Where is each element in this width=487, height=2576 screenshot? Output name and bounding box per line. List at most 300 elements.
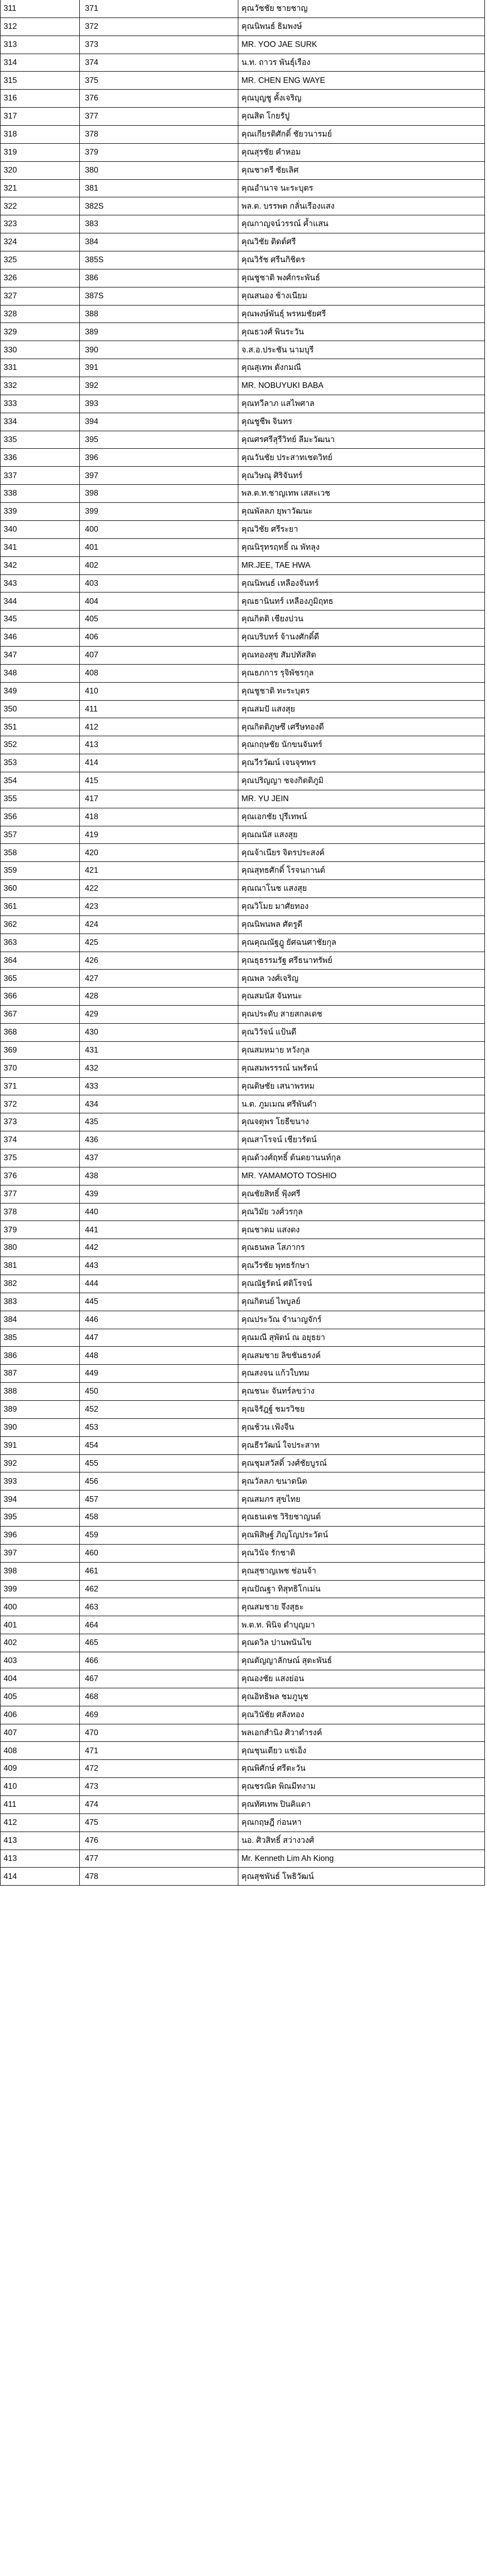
member-name-cell: คุณกฤษชัย นักขนจันทร์ (238, 736, 485, 754)
member-name-cell: คุณกาญจน์วรรณ์ ค้ำแสน (238, 215, 485, 233)
table-row (1, 1149, 485, 1167)
table-row (1, 1221, 485, 1239)
member-name-cell: คุณวิมัย วงศ์วรกุล (238, 1203, 485, 1221)
table-row (1, 179, 485, 197)
table-row (1, 1742, 485, 1760)
member-name-cell: คุณชุมสวัสดิ์ วงศ์ชัยบูรณ์ (238, 1454, 485, 1472)
row-number-cell: 320 (1, 161, 80, 179)
member-name-cell: คุณสมนัส จันทนะ (238, 988, 485, 1006)
row-number-cell: 345 (1, 611, 80, 629)
member-code-cell: 399 (80, 503, 238, 521)
member-code-cell: 407 (80, 646, 238, 664)
row-number-cell: 321 (1, 179, 80, 197)
member-name-cell: คุณวินัชัย ศลังทอง (238, 1706, 485, 1724)
row-number-cell: 382 (1, 1275, 80, 1293)
row-number-cell: 410 (1, 1778, 80, 1796)
member-name-cell: คุณปัณฐา ทิสุทธิโกเม่น (238, 1580, 485, 1598)
member-code-cell: 382S (80, 197, 238, 215)
member-name-cell: MR. YOO JAE SURK (238, 36, 485, 54)
row-number-cell: 396 (1, 1527, 80, 1545)
row-number-cell: 315 (1, 72, 80, 90)
table-row (1, 538, 485, 556)
member-code-cell: 427 (80, 970, 238, 988)
table-row (1, 826, 485, 844)
member-name-cell: คุณสมพรรรณ์ นพรัตน์ (238, 1059, 485, 1077)
table-row (1, 197, 485, 215)
table-row (1, 1527, 485, 1545)
member-name-cell: คุณชุนเตียว แช่เอ็ง (238, 1742, 485, 1760)
member-code-cell: 372 (80, 18, 238, 36)
member-code-cell: 449 (80, 1365, 238, 1383)
member-code-cell: 383 (80, 215, 238, 233)
table-row (1, 1454, 485, 1472)
member-code-cell: 373 (80, 36, 238, 54)
row-number-cell: 351 (1, 718, 80, 736)
member-name-cell: คุณชูชาติ ทะระบุตร (238, 682, 485, 700)
table-row (1, 1167, 485, 1185)
table-row (1, 682, 485, 700)
member-name-cell: คุณกิตติ เชียงปวน (238, 611, 485, 629)
member-code-cell: 460 (80, 1544, 238, 1562)
member-code-cell: 404 (80, 592, 238, 611)
member-name-cell: คุณชูชีพ จินทร (238, 413, 485, 431)
member-name-cell: คุณวัชชัย ชายชาญ (238, 0, 485, 18)
row-number-cell: 332 (1, 377, 80, 395)
member-name-cell: คุณเกียรติศักดิ์ ชัยวนารมย์ (238, 126, 485, 144)
member-name-cell: พ.ต.ท. พินิจ ดำบุญมา (238, 1616, 485, 1634)
row-number-cell: 375 (1, 1149, 80, 1167)
row-number-cell: 381 (1, 1257, 80, 1275)
member-name-cell: คุณชนะ จันทร์ลขว่าง (238, 1383, 485, 1401)
member-code-cell: 437 (80, 1149, 238, 1167)
member-name-cell: คุณจิรัฎฐ์ ชมรวิชย (238, 1401, 485, 1419)
row-number-cell: 340 (1, 520, 80, 538)
member-code-cell: 470 (80, 1724, 238, 1742)
row-number-cell: 314 (1, 54, 80, 72)
row-number-cell: 393 (1, 1472, 80, 1490)
row-number-cell: 328 (1, 305, 80, 323)
row-number-cell: 330 (1, 341, 80, 359)
row-number-cell: 341 (1, 538, 80, 556)
member-code-cell: 376 (80, 90, 238, 108)
member-code-cell: 411 (80, 700, 238, 718)
member-code-cell: 474 (80, 1795, 238, 1814)
member-code-cell: 403 (80, 574, 238, 592)
table-row (1, 1509, 485, 1527)
member-code-cell: 445 (80, 1293, 238, 1311)
member-code-cell: 389 (80, 323, 238, 341)
member-code-cell: 414 (80, 754, 238, 772)
table-row (1, 1059, 485, 1077)
table-row (1, 772, 485, 790)
row-number-cell: 354 (1, 772, 80, 790)
table-row (1, 646, 485, 664)
member-name-cell: คุณธภการ รุจิพัชรกุล (238, 664, 485, 682)
row-number-cell: 369 (1, 1041, 80, 1059)
member-name-cell: คุณสิต โกยรัปู (238, 108, 485, 126)
row-number-cell: 363 (1, 934, 80, 952)
member-name-cell: คุณสุเทพ ตังกมณี (238, 359, 485, 377)
member-code-cell: 405 (80, 611, 238, 629)
row-number-cell: 414 (1, 1868, 80, 1886)
member-name-cell: น.ท. ถาวร พันธุ์เรือง (238, 54, 485, 72)
row-number-cell: 355 (1, 790, 80, 808)
table-row (1, 1814, 485, 1832)
table-row (1, 952, 485, 970)
member-name-cell: MR. YAMAMOTO TOSHIO (238, 1167, 485, 1185)
table-row (1, 1795, 485, 1814)
row-number-cell: 352 (1, 736, 80, 754)
table-row (1, 1850, 485, 1868)
row-number-cell: 392 (1, 1454, 80, 1472)
row-number-cell: 403 (1, 1652, 80, 1670)
row-number-cell: 397 (1, 1544, 80, 1562)
member-code-cell: 387S (80, 287, 238, 305)
row-number-cell: 346 (1, 629, 80, 647)
member-code-cell: 454 (80, 1436, 238, 1454)
row-number-cell: 401 (1, 1616, 80, 1634)
table-row (1, 359, 485, 377)
member-name-cell: คุณพิศักษ์ ศรีตะวัน (238, 1760, 485, 1778)
row-number-cell: 404 (1, 1670, 80, 1688)
member-name-cell: คุณธุธรรมรัฐ ศรีธนาทรัพย์ (238, 952, 485, 970)
member-name-cell: คุณณัฐรัตน์ ศติโรจน์ (238, 1275, 485, 1293)
row-number-cell: 348 (1, 664, 80, 682)
table-row (1, 1095, 485, 1113)
table-row (1, 790, 485, 808)
row-number-cell: 360 (1, 880, 80, 898)
member-name-cell: คุณพงษ์พันธุ์ พรหมชัยศรี (238, 305, 485, 323)
table-row (1, 897, 485, 916)
row-number-cell: 313 (1, 36, 80, 54)
member-code-cell: 423 (80, 897, 238, 916)
table-row (1, 1760, 485, 1778)
member-code-cell: 441 (80, 1221, 238, 1239)
table-row (1, 1293, 485, 1311)
row-number-cell: 390 (1, 1418, 80, 1436)
member-code-cell: 472 (80, 1760, 238, 1778)
table-row (1, 1023, 485, 1041)
row-number-cell: 356 (1, 808, 80, 826)
member-name-cell: คุณตัญญาลักษณ์ สุตะพันธ์ (238, 1652, 485, 1670)
member-name-cell: คุณบุญชู คั้งเจริญ (238, 90, 485, 108)
table-row (1, 1652, 485, 1670)
member-name-cell: คุณทวีลาภ แสไพศาล (238, 395, 485, 413)
member-name-cell: คุณชาตรี ชัยเลิศ (238, 161, 485, 179)
member-name-cell: พล.ต. บรรพต กลั่นเรืองแสง (238, 197, 485, 215)
row-number-cell: 373 (1, 1113, 80, 1131)
table-row (1, 287, 485, 305)
table-row (1, 1418, 485, 1436)
table-row (1, 844, 485, 862)
table-row (1, 1077, 485, 1095)
member-name-cell: คุณดิษชัย เสนาพรหม (238, 1077, 485, 1095)
member-name-cell: คุณสมภร สุขไทย (238, 1490, 485, 1509)
row-number-cell: 331 (1, 359, 80, 377)
member-name-cell: คุณนิพนพล ศัตรูดี (238, 916, 485, 934)
row-number-cell: 383 (1, 1293, 80, 1311)
member-code-cell: 371 (80, 0, 238, 18)
member-code-cell: 388 (80, 305, 238, 323)
row-number-cell: 359 (1, 862, 80, 880)
member-name-cell: คุณวิวัจน์ แป้นดี (238, 1023, 485, 1041)
member-code-cell: 448 (80, 1347, 238, 1365)
table-row (1, 449, 485, 467)
row-number-cell: 342 (1, 556, 80, 574)
table-row (1, 36, 485, 54)
table-row (1, 90, 485, 108)
row-number-cell: 395 (1, 1509, 80, 1527)
member-code-cell: 456 (80, 1472, 238, 1490)
table-row (1, 1706, 485, 1724)
member-code-cell: 380 (80, 161, 238, 179)
member-name-cell: คุณจ้าเนียร จิตรประสงค์ (238, 844, 485, 862)
member-name-cell: คุณชาดม แสงดง (238, 1221, 485, 1239)
member-code-cell: 415 (80, 772, 238, 790)
member-code-cell: 402 (80, 556, 238, 574)
table-row (1, 700, 485, 718)
table-row (1, 1257, 485, 1275)
member-name-cell: คุณสุชพันธ์ โพธิวัฒน์ (238, 1868, 485, 1886)
row-number-cell: 398 (1, 1562, 80, 1580)
member-code-cell: 375 (80, 72, 238, 90)
member-name-cell: คุณอำนาจ นะระบุตร (238, 179, 485, 197)
row-number-cell: 370 (1, 1059, 80, 1077)
member-code-cell: 455 (80, 1454, 238, 1472)
member-name-cell: คุณธนเดช วิริยชาญนต์ (238, 1509, 485, 1527)
row-number-cell: 411 (1, 1795, 80, 1814)
table-row (1, 880, 485, 898)
row-number-cell: 391 (1, 1436, 80, 1454)
row-number-cell: 311 (1, 0, 80, 18)
table-row (1, 413, 485, 431)
member-code-cell: 465 (80, 1634, 238, 1652)
row-number-cell: 317 (1, 108, 80, 126)
row-number-cell: 399 (1, 1580, 80, 1598)
table-row (1, 1006, 485, 1024)
member-code-cell: 453 (80, 1418, 238, 1436)
member-name-cell: คุณวีรชัย พุทธรักษา (238, 1257, 485, 1275)
row-number-cell: 327 (1, 287, 80, 305)
member-code-cell: 390 (80, 341, 238, 359)
member-code-cell: 478 (80, 1868, 238, 1886)
member-code-cell: 458 (80, 1509, 238, 1527)
member-code-cell: 378 (80, 126, 238, 144)
member-name-cell: คุณพิสิษฐ์ ภิญโญประวัตน์ (238, 1527, 485, 1545)
table-row (1, 126, 485, 144)
member-code-cell: 431 (80, 1041, 238, 1059)
member-name-cell: คุณเอกชัย ปุรีเทพน์ (238, 808, 485, 826)
member-name-cell: คุณวีรวัฒน์ เจนจุฑพร (238, 754, 485, 772)
table-row (1, 72, 485, 90)
table-row (1, 1401, 485, 1419)
member-name-cell: คุณจตุพร โยธีขนาง (238, 1113, 485, 1131)
row-number-cell: 323 (1, 215, 80, 233)
member-code-cell: 417 (80, 790, 238, 808)
member-code-cell: 434 (80, 1095, 238, 1113)
row-number-cell: 350 (1, 700, 80, 718)
member-code-cell: 432 (80, 1059, 238, 1077)
row-number-cell: 358 (1, 844, 80, 862)
member-name-cell: คุณด้วงศ์ฤทธิ์ ต้นดยานนท์กุล (238, 1149, 485, 1167)
row-number-cell: 378 (1, 1203, 80, 1221)
member-name-cell: คุณวิชัย ศรีระยา (238, 520, 485, 538)
member-code-cell: 430 (80, 1023, 238, 1041)
table-row (1, 1688, 485, 1706)
table-row (1, 754, 485, 772)
table-row (1, 736, 485, 754)
table-row (1, 108, 485, 126)
member-code-cell: 442 (80, 1239, 238, 1257)
member-name-cell: คุณอิทธิพล ชมภูนุช (238, 1688, 485, 1706)
row-number-cell: 319 (1, 143, 80, 161)
member-code-cell: 396 (80, 449, 238, 467)
member-code-cell: 412 (80, 718, 238, 736)
member-name-cell: คุณวิรัช ศรีนกิชิตร (238, 251, 485, 269)
member-code-cell: 422 (80, 880, 238, 898)
member-name-cell: คุณสมชาย จึงสุธะ (238, 1598, 485, 1616)
member-code-cell: 384 (80, 233, 238, 251)
row-number-cell: 339 (1, 503, 80, 521)
member-name-cell: คุณสุทธศักดิ์ โรจนกานต์ (238, 862, 485, 880)
table-row (1, 1383, 485, 1401)
member-name-cell: คุณธีรวัฒน์ ใจประสาท (238, 1436, 485, 1454)
table-row (1, 1580, 485, 1598)
member-code-cell: 477 (80, 1850, 238, 1868)
table-row (1, 467, 485, 485)
row-number-cell: 335 (1, 431, 80, 449)
member-name-cell: คุณปริญญา ชจงกิตติภูมิ (238, 772, 485, 790)
member-name-cell: คุณทัศเทพ ปินคิแดา (238, 1795, 485, 1814)
member-name-cell: คุณทองสุข สัมปทัสสิต (238, 646, 485, 664)
member-name-cell: คุณวิโมย มาศัยทอง (238, 897, 485, 916)
table-row (1, 1329, 485, 1347)
row-number-cell: 385 (1, 1329, 80, 1347)
member-code-cell: 433 (80, 1077, 238, 1095)
table-row (1, 323, 485, 341)
row-number-cell: 316 (1, 90, 80, 108)
member-name-cell: คุณธวงศ์ พินระวัน (238, 323, 485, 341)
member-name-cell: คุณมณี สุพัตน์ ณ อยุธยา (238, 1329, 485, 1347)
member-code-cell: 435 (80, 1113, 238, 1131)
table-row (1, 215, 485, 233)
row-number-cell: 406 (1, 1706, 80, 1724)
table-row (1, 1616, 485, 1634)
member-code-cell: 473 (80, 1778, 238, 1796)
member-name-cell: จ.ส.อ.ประชัน นามบุรี (238, 341, 485, 359)
member-code-cell: 395 (80, 431, 238, 449)
row-number-cell: 389 (1, 1401, 80, 1419)
row-number-cell: 376 (1, 1167, 80, 1185)
row-number-cell: 413 (1, 1832, 80, 1850)
table-row (1, 664, 485, 682)
row-number-cell: 368 (1, 1023, 80, 1041)
member-code-cell: 475 (80, 1814, 238, 1832)
member-name-cell: คุณธนพล โสภากร (238, 1239, 485, 1257)
member-code-cell: 410 (80, 682, 238, 700)
table-row (1, 556, 485, 574)
member-code-cell: 457 (80, 1490, 238, 1509)
member-name-cell: คุณสมชาย ลิขชันธรงค์ (238, 1347, 485, 1365)
row-number-cell: 337 (1, 467, 80, 485)
row-number-cell: 325 (1, 251, 80, 269)
member-code-cell: 398 (80, 485, 238, 503)
member-code-cell: 418 (80, 808, 238, 826)
table-row (1, 1490, 485, 1509)
table-row (1, 1436, 485, 1454)
table-row (1, 1131, 485, 1149)
table-row (1, 161, 485, 179)
member-name-cell: คุณนิพนธ์ ธิมพงษ์ (238, 18, 485, 36)
member-name-cell: คุณสุชาญเพช ช่อนจ้า (238, 1562, 485, 1580)
member-name-cell: คุณประดับ สายสกลเดช (238, 1006, 485, 1024)
member-code-cell: 379 (80, 143, 238, 161)
table-row (1, 1598, 485, 1616)
member-name-cell: MR.JEE, TAE HWA (238, 556, 485, 574)
member-code-cell: 424 (80, 916, 238, 934)
member-code-cell: 394 (80, 413, 238, 431)
row-number-cell: 329 (1, 323, 80, 341)
table-row (1, 305, 485, 323)
row-number-cell: 407 (1, 1724, 80, 1742)
row-number-cell: 349 (1, 682, 80, 700)
table-row (1, 970, 485, 988)
row-number-cell: 402 (1, 1634, 80, 1652)
member-code-cell: 429 (80, 1006, 238, 1024)
member-code-cell: 420 (80, 844, 238, 862)
row-number-cell: 400 (1, 1598, 80, 1616)
member-name-cell: MR. YU JEIN (238, 790, 485, 808)
row-number-cell: 394 (1, 1490, 80, 1509)
member-name-cell: คุณวินัจ รักชาติ (238, 1544, 485, 1562)
member-code-cell: 419 (80, 826, 238, 844)
member-name-cell: คุณสาโรจน์ เชียวรัตน์ (238, 1131, 485, 1149)
member-code-cell: 468 (80, 1688, 238, 1706)
member-name-cell: คุณณนัส แสงสุย (238, 826, 485, 844)
member-code-cell: 462 (80, 1580, 238, 1598)
table-row (1, 233, 485, 251)
member-code-cell: 463 (80, 1598, 238, 1616)
row-number-cell: 408 (1, 1742, 80, 1760)
row-number-cell: 367 (1, 1006, 80, 1024)
member-code-cell: 406 (80, 629, 238, 647)
row-number-cell: 336 (1, 449, 80, 467)
table-row (1, 934, 485, 952)
member-code-cell: 469 (80, 1706, 238, 1724)
table-row (1, 1275, 485, 1293)
member-code-cell: 428 (80, 988, 238, 1006)
member-code-cell: 377 (80, 108, 238, 126)
member-code-cell: 466 (80, 1652, 238, 1670)
member-name-cell: คุณศรศรีสุรีวิทย์ ลีมะวัฒนา (238, 431, 485, 449)
member-name-cell: น.ต. ภูมเมณ ศรีพันดำ (238, 1095, 485, 1113)
table-row (1, 1544, 485, 1562)
member-code-cell: 461 (80, 1562, 238, 1580)
member-name-cell: คุณองชัย แสงย่อน (238, 1670, 485, 1688)
member-name-cell: คุณวัลลภ ขนาดนิด (238, 1472, 485, 1490)
table-row (1, 1311, 485, 1329)
member-name-cell: คุณชรณิด พิณมีทงาม (238, 1778, 485, 1796)
member-name-cell: คุณสงจน แก้วใบทม (238, 1365, 485, 1383)
table-row (1, 988, 485, 1006)
member-name-cell: Mr. Kenneth Lim Ah Kiong (238, 1850, 485, 1868)
member-name-cell: คุณคุณณัฐฎู ยัศฉนศาชัยกุล (238, 934, 485, 952)
member-code-cell: 446 (80, 1311, 238, 1329)
member-name-cell: คุณธานินทร์ เหลืองภูมิฤทธ (238, 592, 485, 611)
member-table-body (1, 0, 485, 1886)
table-row (1, 592, 485, 611)
row-number-cell: 379 (1, 1221, 80, 1239)
